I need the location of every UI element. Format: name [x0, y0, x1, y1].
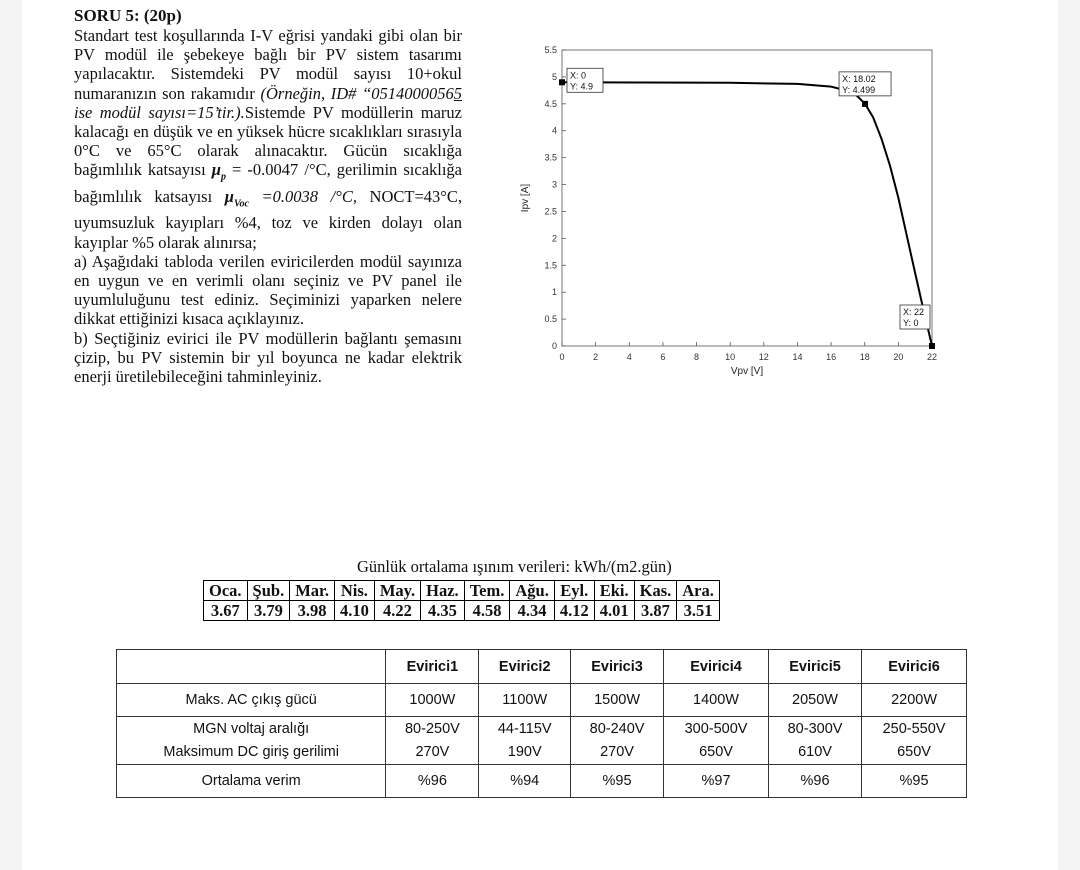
month-cell: Tem.: [464, 581, 510, 601]
irradiation-value: 4.12: [554, 601, 594, 621]
x-tick-label: 14: [792, 352, 803, 362]
row-label: MGN voltaj aralığı: [117, 717, 386, 741]
irradiation-value: 3.79: [247, 601, 290, 621]
inverter-spec-cell: 250-550V: [862, 717, 967, 741]
month-cell: Eki.: [594, 581, 634, 601]
irradiation-value: 4.34: [510, 601, 554, 621]
y-tick-label: 0: [551, 341, 557, 351]
example-open: (Örneğin, ID# “0514000056: [260, 83, 454, 103]
x-tick-label: 8: [694, 352, 700, 362]
datatip-y: Y: 4.9: [570, 81, 594, 92]
inverter-spec-cell: 80-250V: [386, 717, 479, 741]
row-mpp-voltage-range: [117, 717, 967, 741]
irradiation-value: 4.10: [334, 601, 374, 621]
inverter-spec-cell: 1100W: [479, 684, 571, 717]
y-axis-label: Ipv [A]: [520, 183, 531, 213]
month-cell: Eyl.: [554, 581, 594, 601]
x-tick-label: 4: [626, 352, 632, 362]
inverter-header: Evirici4: [664, 650, 769, 684]
datatip-y: Y: 4.499: [842, 84, 876, 95]
y-tick-label: 5.5: [544, 45, 557, 55]
problem-intro: Standart test koşullarında I-V eğrisi yandaki gibi olan bir PV modül ile şebekeye bağlı bir PV sistem tasarımı yapılacaktır. Sistemdeki PV modül sayısı 10+okul numaranızın son rakamıdır: [74, 26, 462, 103]
irradiation-value: 4.22: [374, 601, 420, 621]
inverter-spec-cell: 650V: [664, 740, 769, 765]
header-corner: [117, 650, 386, 684]
irradiation-caption: Günlük ortalama ışınım verileri: kWh/(m2.gün): [357, 557, 672, 576]
part-b: b) Seçtiğiniz evirici ile PV modüllerin bağlantı şemasını çizip, bu PV sistemin bir yıl boyunca ne kadar elektrik enerji üretilebileceğini tahminleyiniz.: [74, 328, 462, 387]
inverter-header-row: [117, 650, 967, 684]
iv-chart-svg: [502, 40, 942, 385]
x-tick-label: 0: [559, 352, 565, 362]
inverter-spec-cell: 1000W: [386, 684, 479, 717]
problem-text: [74, 26, 462, 386]
mu-voc-sub: Voc: [233, 198, 249, 210]
month-cell: Ağu.: [510, 581, 554, 601]
mu-p-sub: p: [220, 171, 226, 183]
y-tick-label: 2.5: [544, 206, 557, 217]
datatip-marker: [559, 79, 565, 85]
x-tick-label: 2: [593, 352, 599, 362]
iv-curve-chart: [502, 40, 942, 390]
y-tick-label: 3: [551, 179, 557, 190]
inverter-header: Evirici6: [862, 650, 967, 684]
y-tick-label: 0.5: [544, 314, 557, 325]
inverter-spec-cell: %95: [862, 765, 967, 798]
irradiation-value: 4.01: [594, 601, 634, 621]
row-max-dc-voltage: [117, 740, 967, 765]
inverter-spec-cell: 650V: [862, 740, 967, 765]
inverter-spec-cell: %94: [479, 765, 571, 798]
irradiation-value: 3.51: [677, 601, 720, 621]
row-label: Maks. AC çıkış gücü: [117, 684, 386, 717]
inverter-header: Evirici1: [386, 650, 479, 684]
month-cell: Şub.: [247, 581, 290, 601]
inverter-spec-cell: 190V: [479, 740, 571, 765]
inverter-spec-cell: 80-240V: [570, 717, 663, 741]
question-title: SORU 5: (20p): [74, 6, 182, 25]
y-tick-label: 4: [551, 125, 557, 136]
problem-losses: NOCT=43°C, uyumsuzluk kayıpları %4, toz ve kirden dolayı olan kayıplar %5 olarak alınırsa;: [74, 186, 463, 252]
x-tick-label: 18: [859, 352, 870, 362]
datatip-x: X: 22: [903, 307, 925, 317]
irradiation-value: 4.58: [464, 601, 510, 621]
x-tick-label: 12: [758, 352, 769, 362]
row-label: Ortalama verim: [117, 765, 386, 798]
month-cell: Ara.: [677, 581, 720, 601]
month-cell: Nis.: [334, 581, 374, 601]
x-tick-label: 16: [826, 352, 837, 362]
inverter-spec-cell: 270V: [386, 740, 479, 765]
inverter-spec-cell: %97: [664, 765, 769, 798]
inverter-spec-cell: 1500W: [570, 684, 663, 717]
x-tick-label: 6: [660, 352, 666, 362]
part-a: a) Aşağıdaki tabloda verilen eviricilerden modül sayınıza en uygun ve en verimli olanı seçiniz ve PV panel ile uyumluluğunu test ediniz. Seçiminizi yaparken nelere dikkat ettiğinizi kısaca açıklayınız.: [74, 251, 462, 329]
datatip-x: X: 0: [570, 70, 587, 81]
inverter-spec-cell: 2200W: [862, 684, 967, 717]
y-tick-label: 1.5: [544, 260, 557, 271]
y-tick-label: 4.5: [544, 98, 557, 109]
inverter-spec-cell: 1400W: [664, 684, 769, 717]
inverter-spec-cell: 80-300V: [768, 717, 861, 741]
datatip-marker: [929, 343, 935, 349]
inverter-table: [116, 649, 967, 798]
month-cell: Kas.: [634, 581, 677, 601]
example-digit: 5: [453, 83, 463, 103]
problem-temps: Sistemde PV modüllerin maruz kalacağı en düşük ve en yüksek hücre sıcaklıkları sırasıyla 0°C ve 65°C olarak alınacaktır. Gücün sıcaklığa bağımlılık katsayısı: [74, 102, 462, 180]
values-row: [204, 601, 720, 621]
x-tick-label: 22: [926, 352, 938, 362]
mu-p-symbol: μ: [211, 160, 221, 180]
row-label: Maksimum DC giriş gerilimi: [117, 740, 386, 765]
datatip-x: X: 18.02: [842, 73, 876, 84]
irradiation-value: 3.98: [290, 601, 335, 621]
month-cell: Haz.: [421, 581, 465, 601]
row-max-ac-power: [117, 684, 967, 717]
y-tick-label: 5: [551, 71, 557, 82]
example-close: ise modül sayısı=15’tir.).: [74, 102, 245, 122]
irradiation-value: 3.87: [634, 601, 677, 621]
month-cell: Mar.: [290, 581, 335, 601]
mu-voc-value: =0.0038 /°C,: [248, 186, 357, 206]
y-tick-label: 1: [551, 287, 557, 298]
x-tick-label: 20: [893, 352, 904, 362]
inverter-spec-cell: 610V: [768, 740, 861, 765]
month-cell: Oca.: [204, 581, 248, 601]
inverter-spec-cell: 2050W: [768, 684, 861, 717]
x-tick-label: 10: [725, 352, 736, 362]
irradiation-table: [203, 580, 720, 621]
inverter-spec-cell: 270V: [570, 740, 663, 765]
inverter-header: Evirici2: [479, 650, 571, 684]
inverter-spec-cell: 44-115V: [479, 717, 571, 741]
mu-voc-symbol: μ: [224, 186, 234, 206]
month-cell: May.: [374, 581, 420, 601]
inverter-spec-cell: %96: [386, 765, 479, 798]
inverter-spec-cell: %96: [768, 765, 861, 798]
inverter-spec-cell: %95: [570, 765, 663, 798]
document-page: [22, 0, 1058, 870]
inverter-header: Evirici3: [570, 650, 663, 684]
datatip-marker: [862, 101, 868, 107]
irradiation-value: 3.67: [204, 601, 248, 621]
inverter-spec-cell: 300-500V: [664, 717, 769, 741]
x-axis-label: Vpv [V]: [730, 366, 764, 377]
irradiation-value: 4.35: [421, 601, 465, 621]
row-average-efficiency: [117, 765, 967, 798]
y-tick-label: 3.5: [544, 152, 557, 163]
mu-p-value: = -0.0047 /°C, gerilimin sıcaklığa bağımlılık katsayısı: [74, 160, 463, 206]
y-tick-label: 2: [551, 233, 557, 244]
inverter-header: Evirici5: [768, 650, 861, 684]
months-row: [204, 581, 720, 601]
datatip-y: Y: 0: [903, 318, 919, 328]
